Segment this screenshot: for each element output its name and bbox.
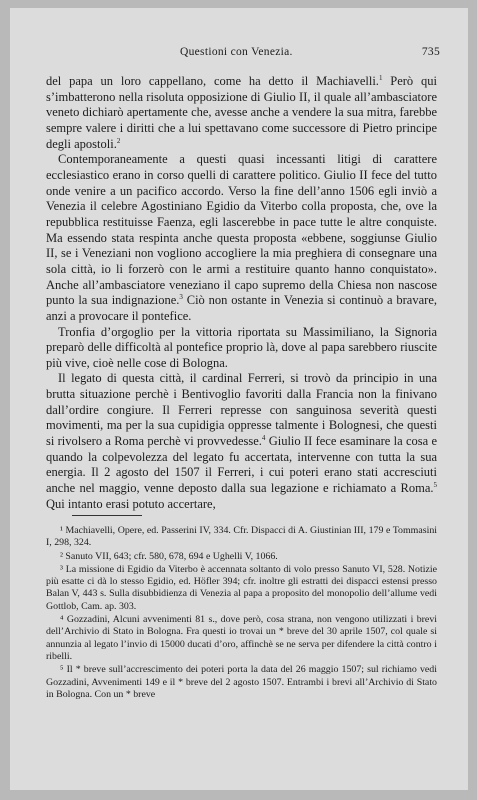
book-page (10, 8, 468, 790)
paragraph: Tronfia d’orgoglio per la vittoria riportata su Massimiliano, la Signoria preparò delle difficoltà al pontefice proprio là, dove al papa sarebbero riuscite più vive, cioè nelle cose di Bologna. (46, 324, 437, 370)
footnote-divider (72, 515, 142, 516)
main-text (46, 74, 437, 512)
running-title: Questioni con Venezia. (180, 46, 293, 58)
footnote: ² Sanuto VII, 643; cfr. 580, 678, 694 e Ughelli V, 1066. (60, 550, 278, 562)
footnote-ref[interactable]: 4 (261, 433, 266, 442)
footnote-ref[interactable]: 3 (179, 293, 183, 302)
paragraph: del papa un loro cappellano, come ha detto il Machiavelli.$^1$ Però qui s’imbatterono nella risoluta opposizione di Giulio II, il quale all’ambasciatore veneto dichiarò apertamente che, avesse anche a vendere la sua mitra, farebbe sempre valere i diritti che a lui spettavano come successore di Pietro principe degli apostoli.$^2$ (46, 73, 437, 151)
paragraph: Contemporaneamente a questi quasi incessanti litigi di carattere ecclesiastico erano in corso quelli di carattere politico. Giulio II fece del tutto onde venire a un pacifico accordo. Verso la fine dell’anno 1506 egli inviò a Venezia il celebre Agostiniano Egidio da Viterbo colla proposta, che, ove la repubblica restituisse Faenza, egli lascerebbe in pace tutte le altre conquiste. Ma essendo stata respinta anche questa proposta «ebbene, soggiunse Giulio II, se i Veneziani non vogliono accogliere la mia preghiera di consegnare una sola città, io li forzerò con le armi a restituire quanto hanno conquistato». Anche all’ambasciatore veneziano il capo supremo della Chiesa non nascose punto la sua indignazione.$^3$ Ciò non ostante in Venezia si continuò a bravare, anzi a provocare il pontefice. (46, 152, 437, 323)
footnote-ref[interactable]: 5 (433, 480, 437, 489)
footnote: ¹ Machiavelli, Opere, ed. Passerini IV, 334. Cfr. Dispacci di A. Giustinian III, 179 e Tommasini I, 298, 324. (46, 525, 437, 549)
footnote-ref[interactable]: 2 (116, 136, 121, 145)
page-number: 735 (421, 46, 440, 58)
footnote: ⁴ Gozzadini, Alcuni avvenimenti 81 s., dove però, cosa strana, non vengono utilizzati i brevi dell’Archivio di Stato in Bologna. Fra questi io trovai un * breve del 30 aprile 1507, col quale si annunzia al legato l’invio di 15000 ducati d’oro, affinchè se ne serva per difendere la città contro i ribelli. (46, 614, 437, 662)
footnote: ⁵ Il * breve sull’accrescimento dei poteri porta la data del 26 maggio 1507; sul richiamo vedi Gozzadini, Avvenimenti 149 e il * breve del 2 agosto 1507. Entrambi i brevi all’Archivio di Stato in Bologna. Con un * breve (46, 664, 437, 700)
footnote-ref[interactable]: 1 (378, 73, 383, 82)
paragraph: Il legato di questa città, il cardinal Ferreri, si trovò da principio in una brutta situazione perchè i Bentivoglio favoriti dalla Francia non la finivano dall’ordire congiure. Il Ferreri represse con sanguinosa severità questi movimenti, ma per la sua cupidigia oppresse talmente i Bolognesi, che questi si rivolsero a Roma perchè vi provvedesse.$^4$ Giulio II fece esaminare la cosa e quando la colpevolezza del legato fu accertata, intervenne con tutta la sua energia. Il 2 agosto del 1507 il Ferreri, i cui poteri erano stati accresciuti anche nel maggio, venne deposto dalla sua legazione e richiamato a Roma.$^5$ Qui intanto erasi potuto accertare, (46, 371, 437, 511)
running-header (10, 46, 468, 62)
footnote: ³ La missione di Egidio da Viterbo è accennata soltanto di volo presso Sanuto VI, 528. Notizie più esatte ci dà lo stesso Egidio, ed. Höfler 394; cfr. inoltre gli estratti dei dispacci estensi presso Balan V, 443 s. Sulla disubbidienza di Venezia al papa a proposito del monopolio dell’allume vedi Gottlob, Cam. ap. 303. (46, 563, 437, 612)
footnotes (46, 525, 437, 702)
